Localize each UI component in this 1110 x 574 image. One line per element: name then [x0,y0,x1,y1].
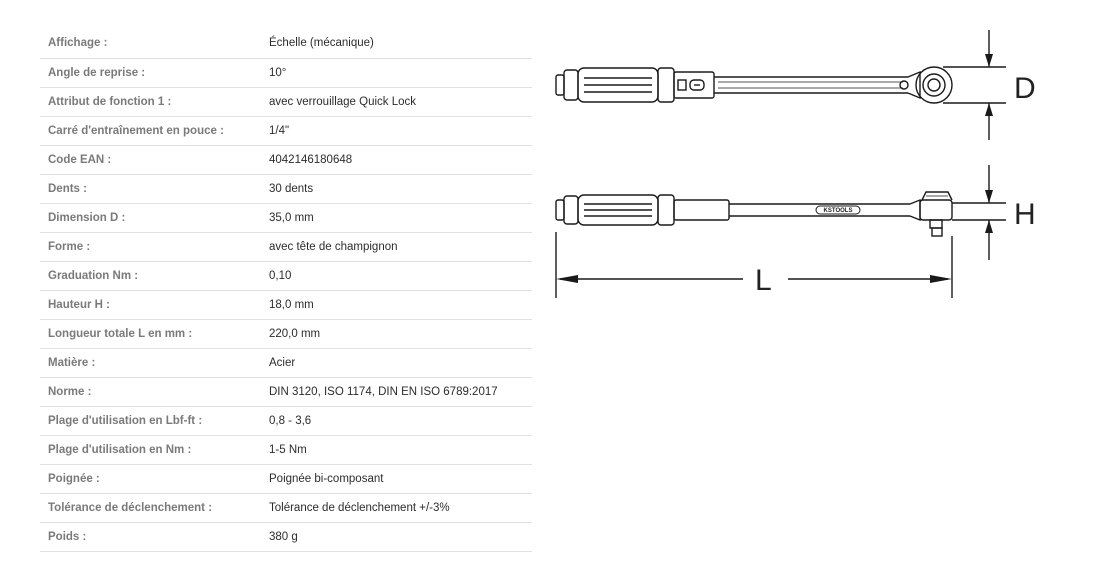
spec-value: 1/4" [269,124,290,137]
spec-value: avec verrouillage Quick Lock [269,95,417,108]
spec-label: Carré d'entraînement en pouce : [48,124,224,137]
label-h: H [1014,198,1036,231]
spec-label: Affichage : [48,37,108,50]
spec-value: 4042146180648 [269,153,353,166]
spec-value: 10° [269,66,287,79]
spec-value: Tolérance de déclenchement +/-3% [269,501,450,514]
dimension-l [556,232,952,298]
spec-row [40,464,532,493]
spec-row [40,29,532,58]
spec-row [40,522,532,551]
spec-label: Plage d'utilisation en Nm : [48,443,192,456]
spec-value: Échelle (mécanique) [269,37,374,50]
spec-row [40,203,532,232]
spec-value: 380 g [269,530,298,543]
dimension-h [952,165,1006,260]
spec-label: Angle de reprise : [48,66,146,79]
spec-value: avec tête de champignon [269,240,398,253]
spec-row [40,493,532,522]
spec-value: 220,0 mm [269,327,321,340]
spec-value: Poignée bi-composant [269,472,384,485]
spec-label: Poignée : [48,472,100,485]
spec-label: Plage d'utilisation en Lbf-ft : [48,414,203,427]
spec-row [40,377,532,406]
spec-value: 35,0 mm [269,211,314,224]
spec-value: 0,10 [269,269,292,282]
spec-row [40,319,532,348]
spec-row [40,87,532,116]
spec-value: Acier [269,356,296,369]
spec-label: Attribut de fonction 1 : [48,95,172,108]
spec-label: Matière : [48,356,96,369]
spec-row [40,435,532,464]
spec-row [40,290,532,319]
spec-row [40,116,532,145]
spec-label: Graduation Nm : [48,269,139,282]
specifications-body [40,29,532,551]
spec-value: 0,8 - 3,6 [269,414,312,427]
spec-row [40,261,532,290]
spec-label: Longueur totale L en mm : [48,327,193,340]
spec-row [40,348,532,377]
spec-row [40,58,532,87]
spec-label: Norme : [48,385,92,398]
spec-label: Dents : [48,182,87,195]
spec-row [40,174,532,203]
torque-wrench-diagram [548,20,1048,310]
spec-label: Tolérance de déclenchement : [48,501,213,514]
brand-logo: KSTOOLS [823,208,853,215]
wrench-side-view [556,192,952,236]
spec-row [40,232,532,261]
spec-label: Forme : [48,240,91,253]
spec-value: 30 dents [269,182,314,195]
spec-value: 18,0 mm [269,298,314,311]
spec-label: Dimension D : [48,211,126,224]
spec-value: 1-5 Nm [269,443,307,456]
specifications-table [40,29,532,552]
spec-row [40,145,532,174]
label-l: L [755,264,772,297]
label-d: D [1014,72,1036,105]
spec-label: Poids : [48,530,87,543]
spec-label: Hauteur H : [48,298,110,311]
spec-row [40,406,532,435]
spec-value: DIN 3120, ISO 1174, DIN EN ISO 6789:2017 [269,385,498,398]
wrench-top-view [556,67,952,103]
spec-label: Code EAN : [48,153,112,166]
